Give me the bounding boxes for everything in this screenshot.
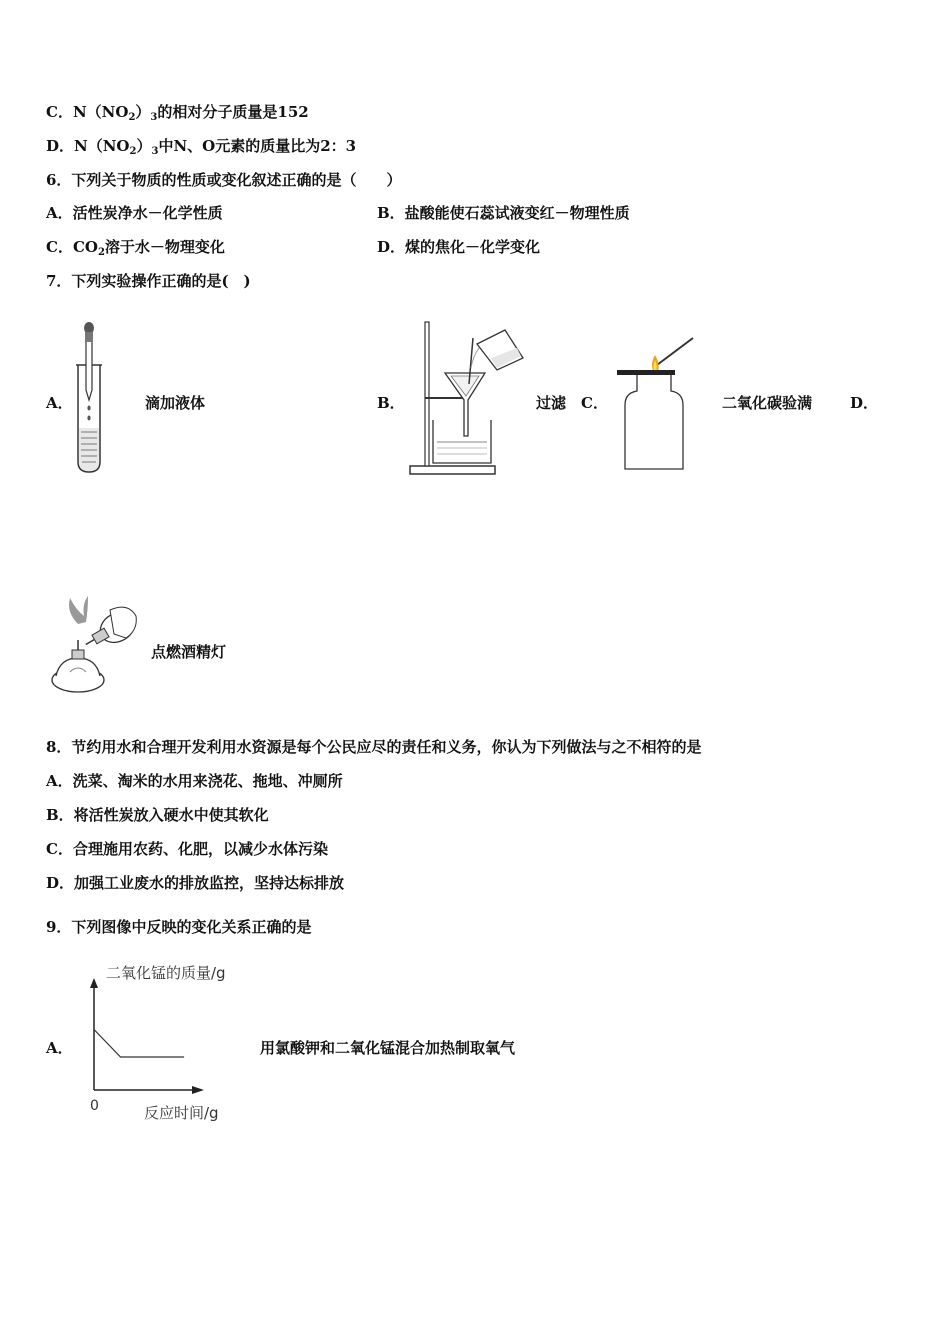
q7-c-text: 二氧化碳验满 — [722, 394, 813, 412]
q9-a-letter: A． — [46, 1039, 73, 1057]
q6-option-a: A．活性炭净水－化学性质 — [46, 204, 223, 222]
q7-c-letter: C． — [581, 394, 608, 412]
dropper-test-tube-figure — [70, 320, 110, 475]
q7-a-text: 滴加液体 — [145, 394, 206, 412]
chart-y-axis-arrow — [90, 978, 98, 988]
q7-a-letter: A． — [46, 394, 73, 412]
q6-option-b: B．盐酸能使石蕊试液变红－物理性质 — [377, 204, 630, 222]
q5-option-c — [46, 102, 309, 128]
q5-c-sub3: 3 — [150, 112, 158, 123]
filtration-apparatus-figure — [405, 318, 530, 478]
q8-option-d: D．加强工业废水的排放监控，坚持达标排放 — [46, 874, 345, 892]
chart-series-line — [94, 1030, 184, 1058]
q5-d-prefix: D．N（NO — [46, 137, 130, 155]
q8-option-c: C．合理施用农药、化肥，以减少水体污染 — [46, 840, 328, 858]
q8-option-b: B．将活性炭放入硬水中使其软化 — [46, 806, 269, 824]
chart-x-axis-arrow — [192, 1086, 204, 1094]
q5-d-sub2: 2 — [129, 146, 137, 157]
q6-option-c — [46, 237, 225, 263]
q6-stem: 6．下列关于物质的性质或变化叙述正确的是（ ） — [46, 171, 402, 189]
q5-c-sub2: 2 — [128, 112, 136, 123]
q6-c-prefix: C．CO — [46, 238, 98, 256]
q5-c-suffix: 的相对分子质量是152 — [157, 103, 309, 121]
q7-stem: 7．下列实验操作正确的是( ) — [46, 272, 251, 290]
q5-d-sub3: 3 — [151, 146, 159, 157]
co2-bottle-figure — [613, 333, 698, 475]
q6-c-suffix: 溶于水－物理变化 — [104, 238, 225, 256]
q5-d-suffix: 中N、O元素的质量比为2：3 — [158, 137, 357, 155]
q9-stem: 9．下列图像中反映的变化关系正确的是 — [46, 918, 312, 936]
q7-b-letter: B． — [377, 394, 405, 412]
q5-c-mid: ） — [135, 103, 151, 121]
q7-d-text: 点燃酒精灯 — [151, 643, 227, 661]
q5-d-mid: ） — [136, 137, 152, 155]
q7-b-text: 过滤 — [536, 394, 567, 412]
q6-option-d: D．煤的焦化－化学变化 — [377, 238, 541, 256]
q9-mno2-mass-chart — [80, 958, 260, 1128]
q9-a-text: 用氯酸钾和二氧化锰混合加热制取氧气 — [260, 1039, 516, 1057]
chart-x-axis-label: 反应时间/g — [144, 1104, 219, 1122]
q8-option-a: A．洗菜、淘米的水用来浇花、拖地、冲厕所 — [46, 772, 343, 790]
q5-c-prefix: C．N（NO — [46, 103, 129, 121]
chart-origin-label: 0 — [90, 1098, 99, 1114]
q8-stem: 8．节约用水和合理开发利用水资源是每个公民应尽的责任和义务，你认为下列做法与之不相符的是 — [46, 738, 702, 756]
chart-y-axis-label: 二氧化锰的质量/g — [106, 964, 226, 982]
q6-c-sub: 2 — [97, 247, 105, 258]
lighting-alcohol-lamps-figure — [48, 592, 143, 697]
q5-option-d — [46, 136, 356, 162]
q7-d-letter: D． — [850, 394, 879, 412]
